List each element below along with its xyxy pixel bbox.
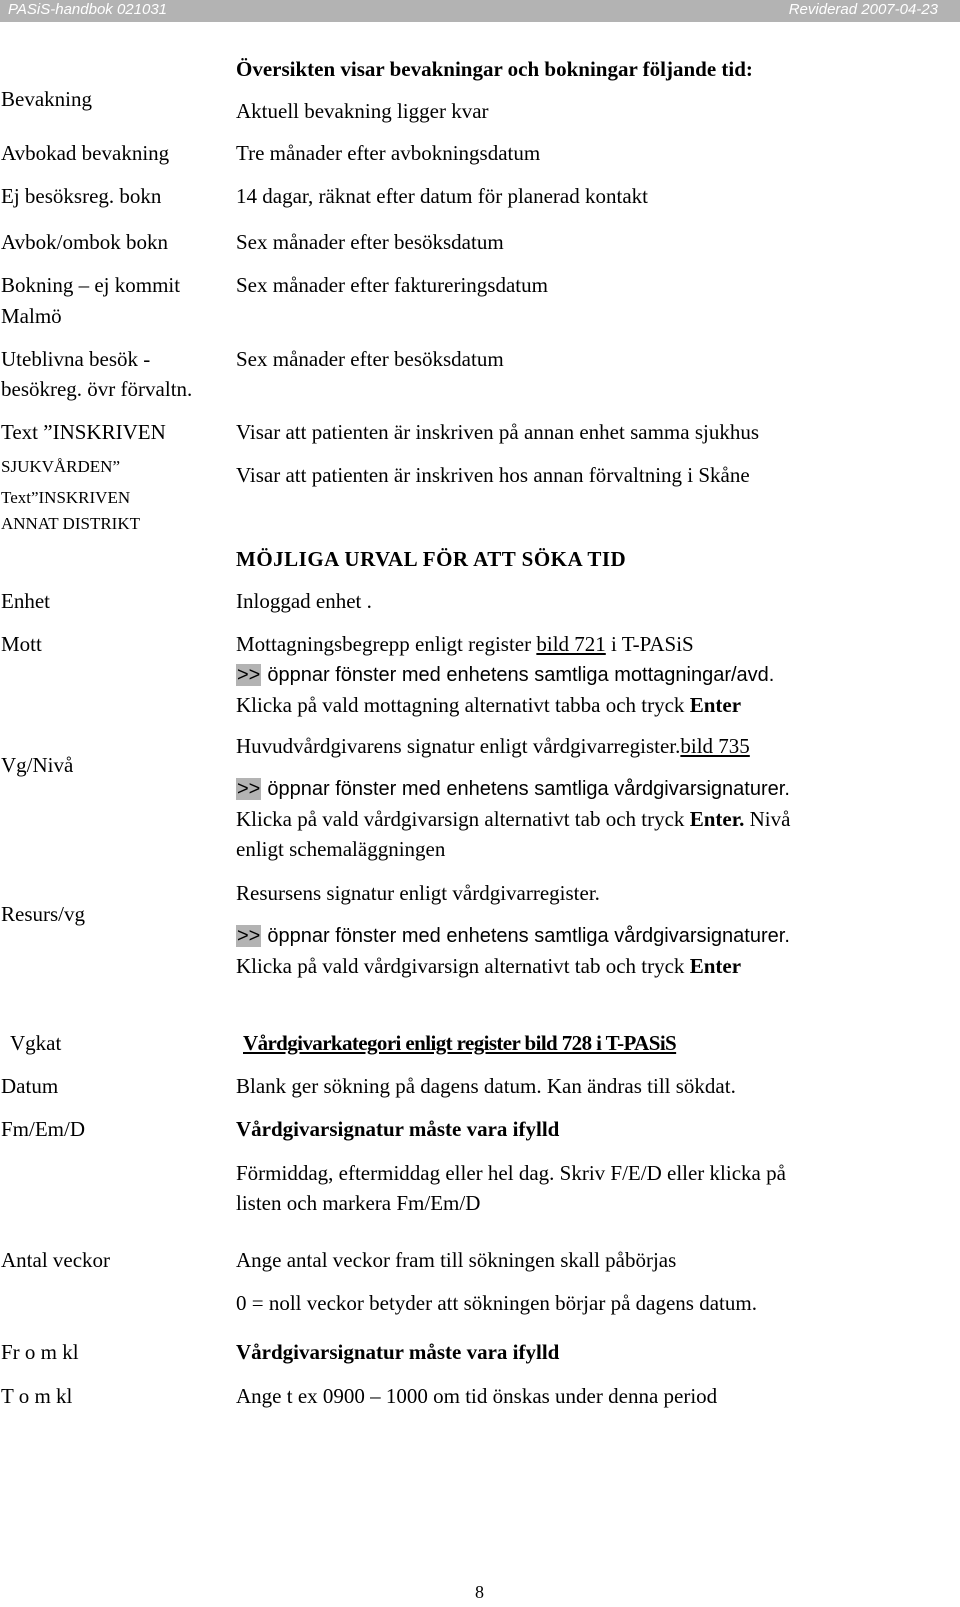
desc-resurs-line3	[236, 951, 741, 981]
desc-resurs-line2	[236, 921, 790, 951]
label-ej-besoksreg: Ej besöksreg. bokn	[1, 184, 162, 208]
label-mott: Mott	[1, 632, 42, 656]
desc-fm-line2: listen och markera Fm/Em/D	[236, 1191, 481, 1215]
label-bokning-ej-kommit: Bokning – ej kommit	[1, 273, 181, 297]
heading-oversikt: Översikten visar bevakningar och bokningar följande tid:	[236, 57, 753, 81]
label-vgkat: Vgkat	[10, 1031, 62, 1055]
desc-antal-line2: 0 = noll veckor betyder att sökningen börjar på dagens datum.	[236, 1291, 757, 1315]
vg-click-text: Klicka på vald vårdgivarsign alternativt tab och tryck	[236, 807, 690, 831]
enter-key-label: Enter.	[689, 807, 745, 831]
desc-fjorton-dagar: 14 dagar, räknat efter datum för planerad kontakt	[236, 184, 648, 208]
desc-sex-besok-2: Sex månader efter besöksdatum	[236, 347, 504, 371]
vg-open-text: öppnar fönster med enhetens samtliga vårdgivarsignaturer.	[267, 778, 790, 800]
label-uteblivna-2: besökreg. övr förvaltn.	[1, 377, 193, 401]
label-uteblivna-1: Uteblivna besök -	[1, 347, 151, 371]
label-enhet: Enhet	[1, 589, 50, 613]
header-left-text: PASiS-handbok 021031	[8, 1, 168, 18]
enter-key-label: Enter	[689, 693, 742, 717]
mott-click-text: Klicka på vald mottagning alternativt tabba och tryck	[236, 693, 690, 717]
desc-aktuell: Aktuell bevakning ligger kvar	[236, 99, 489, 123]
label-avbok-ombok: Avbok/ombok bokn	[1, 230, 169, 254]
desc-from-required: Vårdgivarsignatur måste vara ifylld	[236, 1340, 560, 1364]
desc-sex-besok: Sex månader efter besöksdatum	[236, 230, 504, 254]
desc-tom: Ange t ex 0900 – 1000 om tid önskas under denna period	[236, 1384, 718, 1408]
resurs-open-text: öppnar fönster med enhetens samtliga vårdgivarsignaturer.	[267, 925, 790, 947]
label-resurs-vg: Resurs/vg	[1, 902, 85, 926]
desc-vg-line2	[236, 774, 790, 804]
desc-sex-fakt: Sex månader efter faktureringsdatum	[236, 273, 548, 297]
label-antal-veckor: Antal veckor	[1, 1248, 111, 1272]
label-vg-niva: Vg/Nivå	[1, 753, 74, 777]
enter-key-label: Enter	[689, 954, 742, 978]
open-window-button[interactable]: >>	[237, 925, 261, 947]
label-bevakning: Bevakning	[1, 87, 92, 111]
desc-visar-sjukhus: Visar att patienten är inskriven på annan enhet samma sjukhus	[236, 420, 760, 444]
heading-mojliga-urval: MÖJLIGA URVAL FÖR ATT SÖKA TID	[236, 547, 627, 571]
bild-735-link[interactable]: bild 735	[680, 734, 750, 758]
label-avbokad: Avbokad bevakning	[1, 141, 170, 165]
mott-text-suffix: i T-PASiS	[605, 632, 694, 656]
desc-fm-line1: Förmiddag, eftermiddag eller hel dag. Skriv F/E/D eller klicka på	[236, 1161, 786, 1185]
header-right-text: Reviderad 2007-04-23	[788, 1, 938, 18]
page-header	[0, 0, 960, 22]
page-number: 8	[475, 1582, 484, 1602]
open-window-button[interactable]: >>	[237, 778, 261, 800]
mott-open-text: öppnar fönster med enhetens samtliga mottagningar/avd.	[267, 664, 775, 686]
label-datum: Datum	[1, 1074, 59, 1098]
desc-resurs-line1: Resursens signatur enligt vårdgivarregister.	[236, 881, 600, 905]
desc-vg-line1	[236, 731, 750, 761]
open-window-button[interactable]: >>	[237, 664, 261, 686]
desc-vg-line4: enligt schemaläggningen	[236, 837, 446, 861]
desc-vg-line3	[236, 804, 790, 834]
desc-datum-required: Vårdgivarsignatur måste vara ifylld	[236, 1117, 560, 1141]
label-text-inskriven-4: ANNAT DISTRIKT	[1, 514, 140, 533]
desc-mott-line3	[236, 690, 741, 720]
desc-visar-forvaltning: Visar att patienten är inskriven hos annan förvaltning i Skåne	[236, 463, 750, 487]
bild-721-link[interactable]: bild 721	[536, 632, 606, 656]
label-fr-o-m: Fr o m kl	[1, 1340, 79, 1364]
label-text-inskriven-2: SJUKVÅRDEN”	[1, 457, 120, 476]
label-t-o-m: T o m kl	[1, 1384, 73, 1408]
desc-vgkat: Vårdgivarkategori enligt register bild 728 i T-PASiS	[243, 1031, 677, 1055]
label-text-inskriven-1: Text ”INSKRIVEN	[1, 420, 166, 444]
vg-text: Huvudvårdgivarens signatur enligt vårdgivarregister.	[236, 734, 681, 758]
label-malmo: Malmö	[1, 304, 62, 328]
vg-niva-text: Nivå	[744, 807, 791, 831]
desc-mott-line1	[236, 629, 694, 659]
desc-antal-line1: Ange antal veckor fram till sökningen skall påbörjas	[236, 1248, 677, 1272]
desc-datum: Blank ger sökning på dagens datum. Kan ändras till sökdat.	[236, 1074, 736, 1098]
label-text-inskriven-3: Text”INSKRIVEN	[1, 488, 131, 507]
desc-inloggad: Inloggad enhet .	[236, 589, 372, 613]
desc-mott-line2	[236, 660, 774, 690]
label-fm-em-d: Fm/Em/D	[1, 1117, 86, 1141]
resurs-click-text: Klicka på vald vårdgivarsign alternativt tab och tryck	[236, 954, 690, 978]
mott-text: Mottagningsbegrepp enligt register	[236, 632, 537, 656]
desc-tre-manader: Tre månader efter avbokningsdatum	[236, 141, 541, 165]
